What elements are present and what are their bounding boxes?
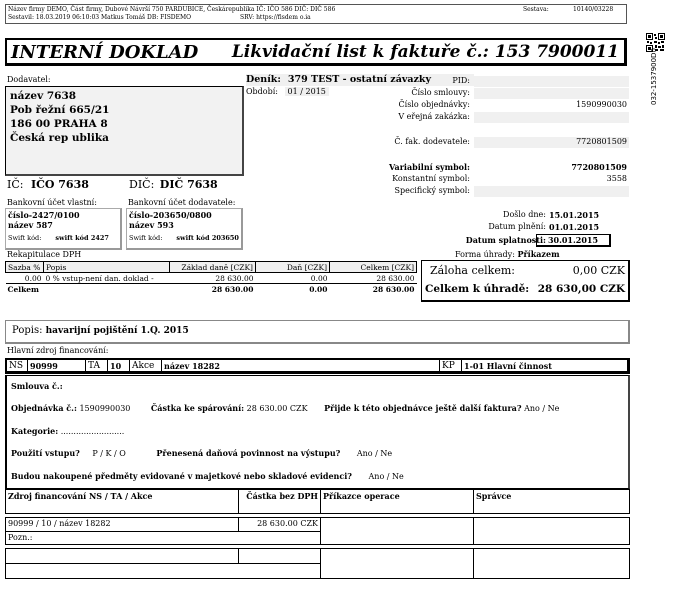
contract-label: Smlouva č.: xyxy=(11,381,63,391)
payment-form-label: Forma úhrady: xyxy=(455,250,515,259)
supplier-invoice-label: Č. fak. dodevatele: xyxy=(394,137,470,146)
received-value: 15.01.2015 xyxy=(549,210,600,220)
due-date-label: Datum splatnosti: xyxy=(465,235,546,245)
contract-number-value xyxy=(474,88,629,99)
ta-label: TA xyxy=(86,360,108,372)
vat-header: Sazba % xyxy=(6,262,44,273)
kp-label: KP xyxy=(440,360,462,372)
supplier-account-label: Bankovní účet dodavatele: xyxy=(128,198,236,207)
financing-row xyxy=(5,358,630,374)
payment-form-value: Příkazem xyxy=(517,249,560,259)
order-label: Objednávka č.: xyxy=(11,403,77,413)
total-due-value: 28 630,00 CZK xyxy=(537,283,625,295)
vat-cell: 0.00 xyxy=(24,273,42,283)
supplier-invoice-value: 7720801509 xyxy=(474,137,629,148)
specific-symbol-value xyxy=(474,186,629,197)
period-row xyxy=(246,87,329,96)
ta-value: 10 xyxy=(108,360,130,372)
financing-title: Hlavní zdroj financování: xyxy=(7,346,109,355)
side-code: 032-1537900D0 xyxy=(650,48,658,105)
approval-header-amount: Částka bez DPH xyxy=(238,489,321,514)
akce-label: Akce xyxy=(130,360,162,372)
vat-header: Daň [CZK] xyxy=(256,262,330,273)
approval-header-administrator: Správce xyxy=(473,489,630,514)
server-line: SRV: https://fisdem o.ia xyxy=(240,14,311,21)
evidence-label: Budou nakoupené předměty evidované v majetkové nebo skladové evidenci? xyxy=(11,471,352,481)
input-usage-label: Použití vstupu? xyxy=(11,448,80,458)
journal-label: Deník: xyxy=(246,74,281,85)
constant-symbol-value: 3558 xyxy=(606,174,627,183)
amount-box xyxy=(421,260,630,302)
vat-cell: 0.00 xyxy=(310,273,328,283)
approval-orderer-cell[interactable] xyxy=(320,517,474,545)
document-type-title: INTERNÍ DOKLAD xyxy=(11,42,199,63)
supplier-dic xyxy=(129,178,218,191)
vat-total-cell: 0.00 xyxy=(309,284,328,294)
company-line: Název firmy DEMO, Část firmy, Dubové Návrší 750 PARDUBICE, Českárepublika IČ: IČO 586 DIČ: DIČ 586 xyxy=(8,6,336,13)
vat-cell: 0 % vstup-není dan. doklad - xyxy=(45,273,154,283)
public-contract-value xyxy=(474,112,629,123)
journal-value: 379 TEST - ostatní závazky xyxy=(287,74,432,85)
ns-label: NS xyxy=(7,360,28,372)
evidence-line xyxy=(11,471,404,481)
kp-value: 1-01 Hlavní činnost xyxy=(464,361,552,371)
own-account-label: Bankovní účet vlastní: xyxy=(7,198,97,207)
supplier-account-number: číslo-203650/0800 xyxy=(129,210,212,220)
approval-source-value: 90999 / 10 / název 18282 xyxy=(5,517,239,532)
supplier-line: Pob řežní 665/21 xyxy=(10,104,110,116)
variable-symbol-value: 7720801509 xyxy=(571,162,627,172)
approval-source-empty[interactable] xyxy=(5,548,239,564)
vat-header: Základ daně [CZK] xyxy=(170,262,256,273)
vat-total-row xyxy=(6,284,417,295)
vat-table xyxy=(5,261,417,295)
category-value: ......................... xyxy=(60,427,125,436)
journal-row xyxy=(246,74,474,86)
dic-value: DIČ 7638 xyxy=(159,178,218,191)
supplier-line: název 7638 xyxy=(10,90,77,102)
supplier-account-name: název 593 xyxy=(129,220,174,230)
own-account-name: název 587 xyxy=(8,220,53,230)
reverse-charge-label: Přenesená daňová povinnost na výstupu? xyxy=(156,448,341,458)
vat-cell: 28 630.00 xyxy=(215,273,254,283)
invoice-title: Likvidační list k faktuře č.: 153 7900011 xyxy=(231,42,619,62)
fulfilment-label: Datum plnění: xyxy=(488,222,546,231)
pairing-amount-value: 28 630.00 CZK xyxy=(246,404,308,413)
approval-note-label: Pozn.: xyxy=(5,531,321,545)
vat-row xyxy=(6,273,417,284)
advance-label: Záloha celkem: xyxy=(430,264,515,277)
ns-value: 90999 xyxy=(28,360,86,372)
report-label: Sestava: xyxy=(523,6,549,13)
own-account-number: číslo-2427/0100 xyxy=(8,210,80,220)
supplier-ic xyxy=(7,178,89,191)
fulfilment-value: 01.01.2015 xyxy=(549,222,600,232)
description-label: Popis: xyxy=(12,325,43,336)
vat-cell: 28 630.00 xyxy=(376,273,415,283)
supplier-swift-label: Swift kód: xyxy=(129,234,163,242)
approval-header-source: Zdroj financování NS / TA / Akce xyxy=(5,489,239,514)
payment-form xyxy=(455,249,560,259)
approval-header-orderer: Příkazce operace xyxy=(320,489,474,514)
supplier-account-box xyxy=(126,208,243,250)
description-box xyxy=(5,320,630,344)
vat-total-label: Celkem xyxy=(7,284,39,294)
own-swift-label: Swift kód: xyxy=(8,234,42,242)
contract-number-label: Číslo smlouvy: xyxy=(411,88,470,97)
title-bar xyxy=(5,38,627,66)
reverse-charge-answer: Ano / Ne xyxy=(356,449,393,458)
period-label: Období: xyxy=(246,87,278,96)
specific-symbol-label: Specifický symbol: xyxy=(394,186,470,195)
pid-value xyxy=(474,76,629,87)
period-value: 01 / 2015 xyxy=(285,87,329,96)
approval-orderer-empty[interactable] xyxy=(320,548,474,579)
vat-title: Rekapitulace DPH xyxy=(7,250,82,259)
created-line: Sestavil: 18.03.2019 06:10:03 Matkus Tomáš DB: FISDEMO xyxy=(8,14,192,21)
approval-administrator-cell[interactable] xyxy=(473,517,630,545)
vat-header: Celkem [CZK] xyxy=(330,262,417,273)
evidence-answer: Ano / Ne xyxy=(368,472,404,481)
own-swift-value: swift kód 2427 xyxy=(55,234,109,242)
supplier-line: 186 00 PRAHA 8 xyxy=(10,118,108,130)
input-usage-value: P / K / O xyxy=(92,449,126,458)
supplier-line: Česká rep ublika xyxy=(10,132,109,144)
approval-administrator-empty[interactable] xyxy=(473,548,630,579)
report-value: 10140/03228 xyxy=(573,6,614,13)
vat-total-cell: 28 630.00 xyxy=(372,284,415,294)
own-account-box xyxy=(5,208,122,250)
due-date-value: 30.01.2015 xyxy=(536,234,611,247)
category-line xyxy=(11,426,124,436)
details-box xyxy=(5,375,630,489)
approval-amount-value: 28 630.00 CZK xyxy=(238,517,321,532)
vat-header: Popis xyxy=(44,262,170,273)
ic-value: IČO 7638 xyxy=(30,178,89,191)
description-value: havarijní pojištění 1.Q. 2015 xyxy=(45,326,189,336)
category-label: Kategorie: xyxy=(11,426,59,436)
approval-note-empty[interactable] xyxy=(5,563,321,579)
input-usage-line xyxy=(11,448,392,458)
pairing-amount-label: Částka ke spárování: xyxy=(150,403,245,413)
dic-label: DIČ: xyxy=(129,178,155,191)
supplier-label: Dodavatel: xyxy=(7,75,51,84)
supplier-box xyxy=(5,86,244,176)
vat-total-cell: 28 630.00 xyxy=(211,284,254,294)
report-header xyxy=(5,4,627,24)
next-invoice-question: Přijde k této objednávce ještě další faktura? xyxy=(324,403,522,413)
constant-symbol-label: Konstantní symbol: xyxy=(392,174,470,183)
order-line xyxy=(11,403,559,413)
akce-value: název 18282 xyxy=(162,360,440,372)
approval-amount-empty[interactable] xyxy=(238,548,321,564)
public-contract-label: V eřejná zakázka: xyxy=(398,112,470,121)
order-value: 1590990030 xyxy=(79,404,131,413)
total-due-label: Celkem k úhradě: xyxy=(425,283,530,295)
next-invoice-answer: Ano / Ne xyxy=(524,404,560,413)
variable-symbol-label: Variabilní symbol: xyxy=(389,162,470,172)
advance-value: 0,00 CZK xyxy=(572,264,625,277)
ic-label: IČ: xyxy=(7,178,24,191)
order-number-value: 1590990030 xyxy=(576,100,627,109)
pid-label: PID: xyxy=(452,76,470,85)
received-label: Došlo dne: xyxy=(503,210,546,219)
supplier-swift-value: swift kód 203650 xyxy=(176,234,239,242)
order-number-label: Číslo objednávky: xyxy=(398,100,470,109)
